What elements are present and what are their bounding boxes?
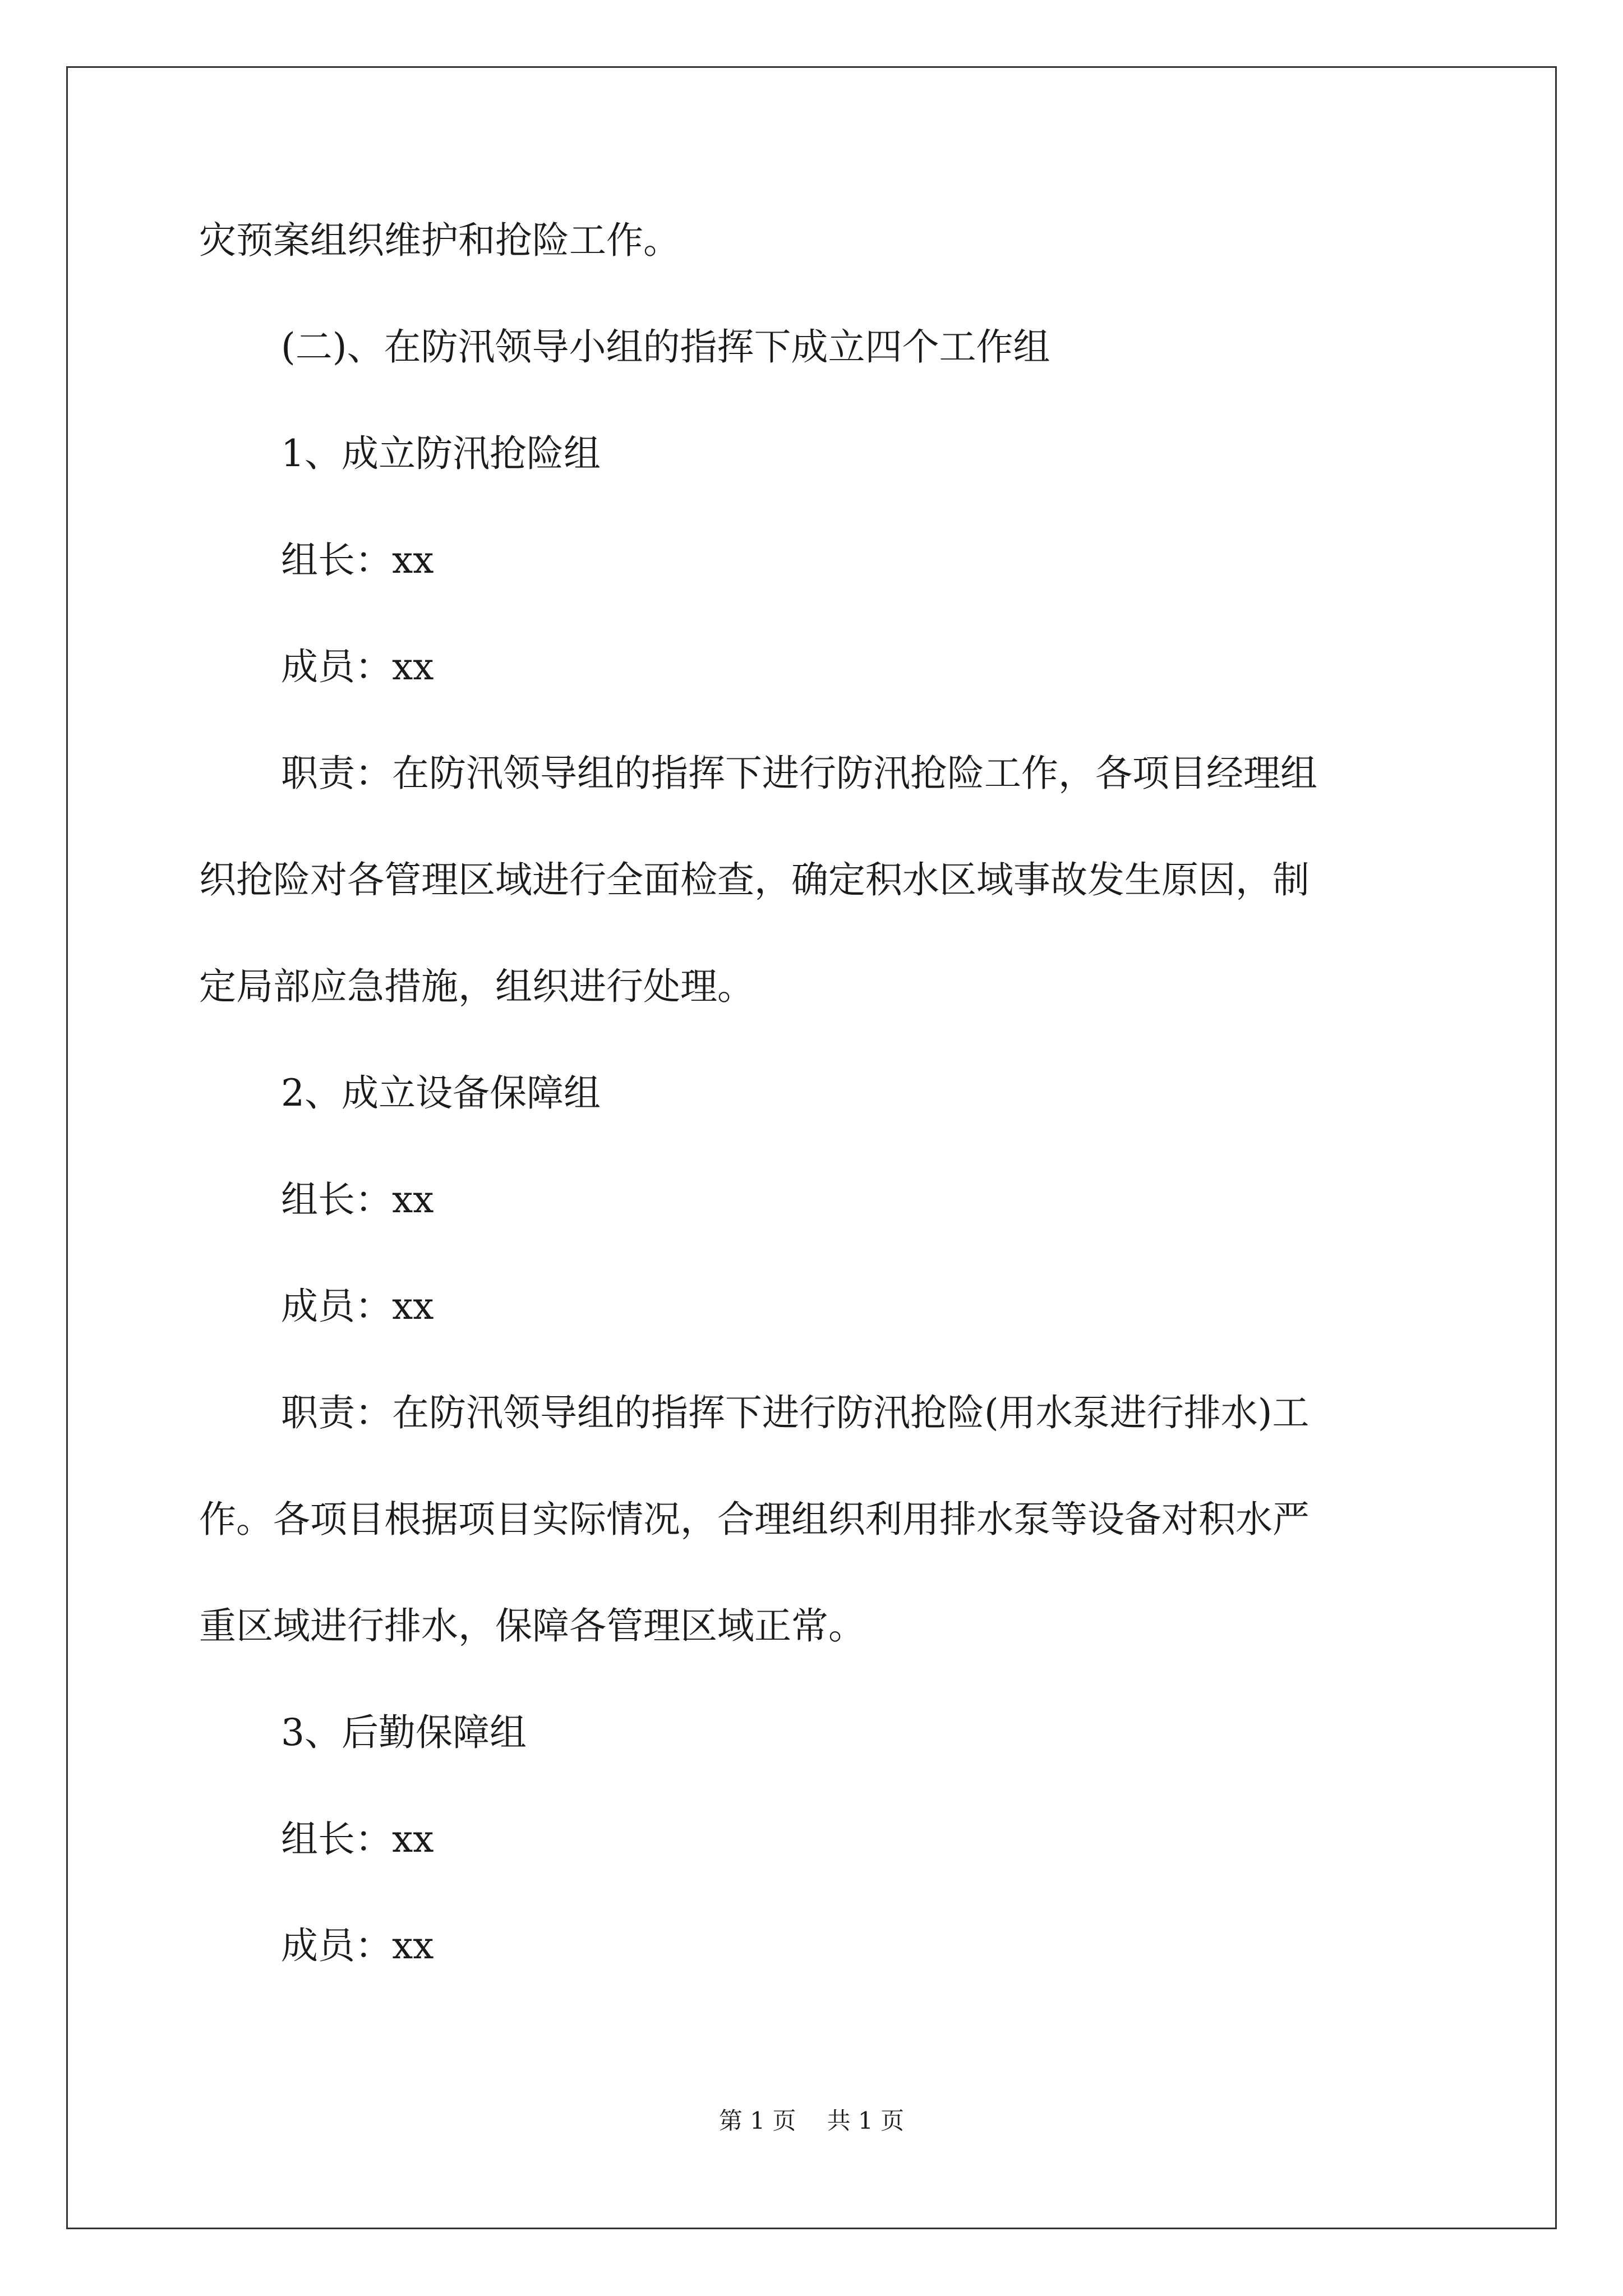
group-heading: 2、成立设备保障组 <box>281 1071 601 1115</box>
duty-line: 职责：在防汛领导组的指挥下进行防汛抢险工作，各项目经理组 <box>281 752 1317 795</box>
section-heading: (二)、在防汛领导小组的指挥下成立四个工作组 <box>281 325 1050 369</box>
duty-line: 定局部应急措施，组织进行处理。 <box>199 965 754 1008</box>
group-heading: 1、成立防汛抢险组 <box>281 432 601 475</box>
group-leader: 组长：xx <box>281 1818 434 1861</box>
duty-line: 职责：在防汛领导组的指挥下进行防汛抢险(用水泵进行排水)工 <box>281 1391 1310 1434</box>
group-members: 成员：xx <box>281 1924 434 1967</box>
page-number-footer: 第 1 页 共 1 页 <box>718 2107 905 2134</box>
group-leader: 组长：xx <box>281 1178 434 1221</box>
duty-line: 织抢险对各管理区域进行全面检查，确定积水区域事故发生原因，制 <box>199 858 1310 901</box>
text-line: 灾预案组织维护和抢险工作。 <box>199 219 680 262</box>
duty-line: 重区域进行排水，保障各管理区域正常。 <box>199 1604 865 1648</box>
group-heading: 3、后勤保障组 <box>281 1711 527 1754</box>
document-body <box>199 187 1430 1999</box>
duty-line: 作。各项目根据项目实际情况，合理组织利用排水泵等设备对积水严 <box>199 1498 1310 1541</box>
group-members: 成员：xx <box>281 645 434 688</box>
group-members: 成员：xx <box>281 1285 434 1328</box>
group-leader: 组长：xx <box>281 539 434 582</box>
